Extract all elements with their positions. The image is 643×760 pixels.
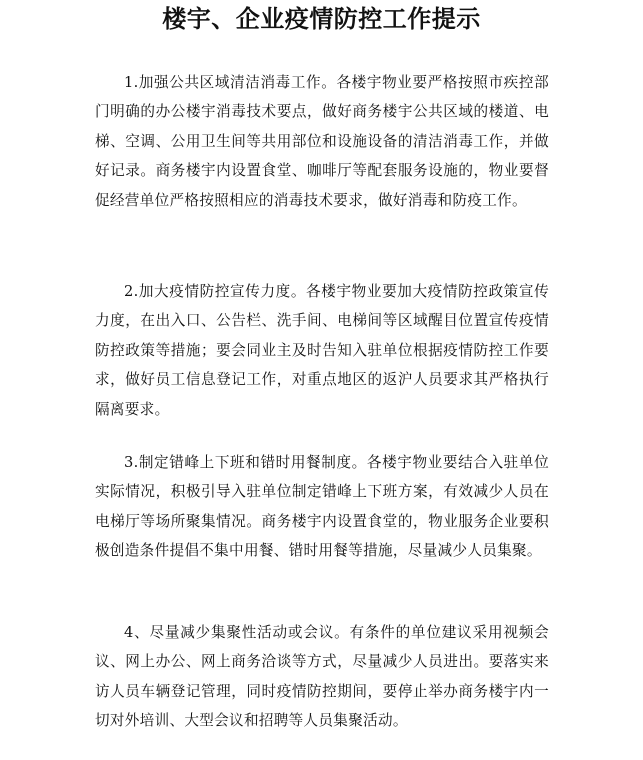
paragraph-1-cleaning-disinfection: 1.加强公共区域清洁消毒工作。各楼宇物业要严格按照市疾控部门明确的办公楼宇消毒技术要点，做好商务楼宇公共区域的楼道、电梯、空调、公用卫生间等共用部位和设施设备的清洁消毒工作，并做好记录。商务楼宇内设置食堂、咖啡厅等配套服务设施的，物业要督促经营单位严格按照相应的消毒技术要求，做好消毒和防疫工作。 bbox=[95, 74, 549, 209]
paragraph-3-staggered-schedule: 3.制定错峰上下班和错时用餐制度。各楼宇物业要结合入驻单位实际情况，积极引导入驻单位制定错峰上下班方案，有效减少人员在电梯厅等场所聚集情况。商务楼宇内设置食堂的，物业服务企业要积极创造条件提倡不集中用餐、错时用餐等措施，尽量减少人员集聚。 bbox=[95, 454, 549, 560]
paragraph-2-publicity: 2.加大疫情防控宣传力度。各楼宇物业要加大疫情防控政策宣传力度，在出入口、公告栏、洗手间、电梯间等区域醒目位置宣传疫情防控政策等措施；要会同业主及时告知入驻单位根据疫情防控工作要求，做好员工信息登记工作，对重点地区的返沪人员要求其严格执行隔离要求。 bbox=[95, 283, 549, 418]
page-title: 楼宇、企业疫情防控工作提示 bbox=[162, 5, 481, 33]
paragraph-4-reduce-gatherings: 4、尽量减少集聚性活动或会议。有条件的单位建议采用视频会议、网上办公、网上商务洽谈等方式，尽量减少人员进出。要落实来访人员车辆登记管理，同时疫情防控期间，要停止举办商务楼宇内一切对外培训、大型会议和招聘等人员集聚活动。 bbox=[95, 624, 549, 730]
